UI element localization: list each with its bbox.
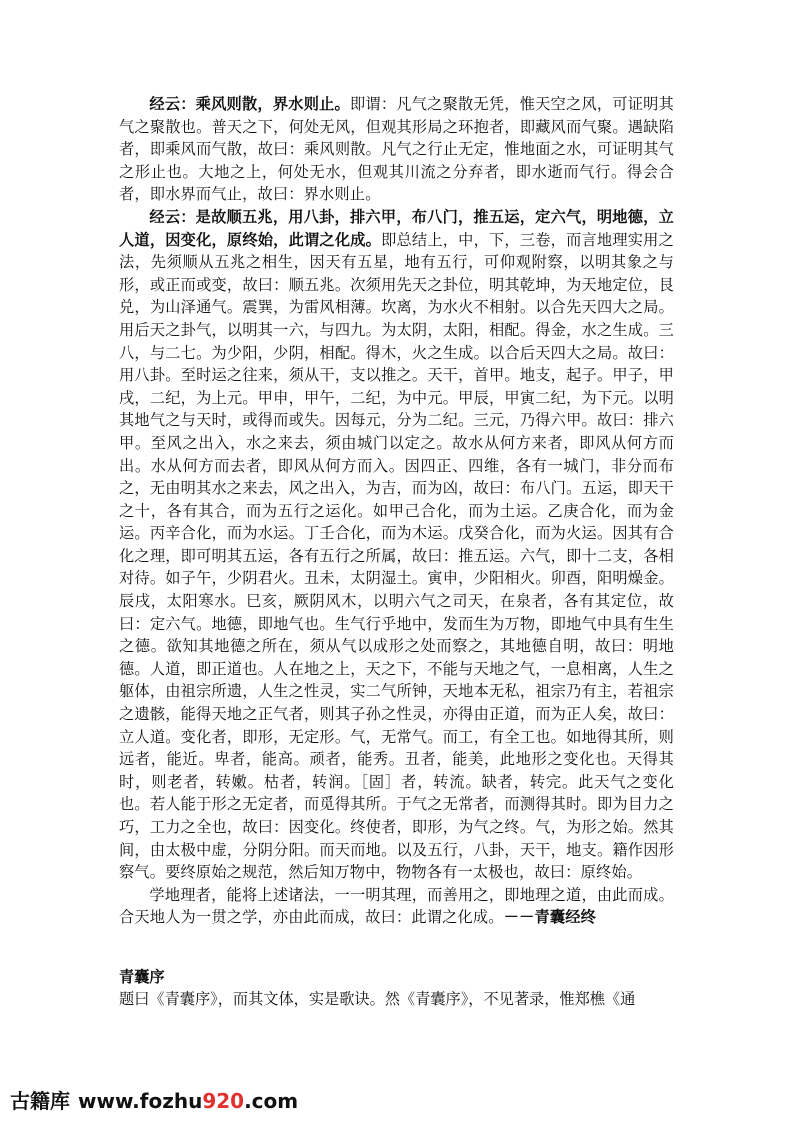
paragraph-text: 即谓：凡气之聚散无凭，惟天空之风，可证明其气之聚散也。普天之下，何处无风，但观其形局之环抱者，即藏风而气聚。遇缺陷者，即乘风而气散，故曰：乘风则散。凡气之行止无定，惟地面之水，可证明其气之形止也。大地之上，何处无水，但观其川流之分弃者，即水逝而气行。得会合者，即水界而气止，故曰：界水则止。 [119, 95, 674, 204]
site-name: 古籍库 [10, 1089, 70, 1113]
section-intro-text: 题曰《青囊序》，而其文体，实是歌诀。然《青囊序》，不见著录，惟郑樵《通 [119, 990, 636, 1008]
main-text [119, 93, 674, 929]
classic-quote-heading: 经云：是故顺五兆，用八卦，排六甲，布八门，推五运，定六气，明地德，立人道，因变化，原终始，此谓之化成。 [119, 207, 674, 249]
paragraph-wind-water [119, 93, 674, 206]
section-title: 青囊序 [119, 968, 165, 986]
paragraph-text: 即总结上，中，下，三卷，而言地理实用之法，先须顺从五兆之相生，因天有五星，地有五行，可仰观附察，以明其象之与形，或正而或变，故曰：顺五兆。次须用先天之卦位，明其乾坤，为天地定位，艮兑，为山泽通气。震巽，为雷风相薄。坎离，为水火不相射。以合先天四大之局。用后天之卦气，以明其一六，与四九。为太阴，太阳，相配。得金，水之生成。三八，与二七。为少阳，少阴，相配。得木，火之生成。以合后天四大之局。故曰：用八卦。至时运之往来，须从干，支以推之。天干，首甲。地支，起子。甲子，甲戌，二纪，为上元。甲申，甲午，二纪，为中元。甲辰，甲寅二纪，为下元。以明其地气之与天时，或得而或失。因每元，分为二纪。三元，乃得六甲。故曰：排六甲。至风之出入，水之来去，须由城门以定之。故水从何方来者，即风从何方而出。水从何方而去者，即风从何方而入。因四正、四维，各有一城门，非分而布之，无由明其水之来去，风之出入，为吉，而为凶，故曰：布八门。五运，即天干之十，各有其合，而为五行之运化。如甲己合化，而为土运。乙庚合化，而为金运。丙辛合化，而为水运。丁壬合化，而为木运。戊癸合化，而为火运。因其有合化之理，即可明其五运，各有五行之所属，故曰：推五运。六气，即十二支，各相对待。如子午，少阴君火。丑未，太阴湿土。寅申，少阳相火。卯酉，阳明燥金。辰戌，太阳寒水。巳亥，厥阴风木，以明六气之司天，在泉者，各有其定位，故曰：定六气。地德，即地气也。生气行乎地中，发而生为万物，即地气中具有生生之德。欲知其地德之所在，须从气以成形之处而察之，其地德自明，故曰：明地德。人道，即正道也。人在地之上，天之下，不能与天地之气，一息相离，人生之躯体，由祖宗所遗，人生之性灵，实二气所钟，天地本无私，祖宗乃有主，若祖宗之遗骸，能得天地之正气者，则其子孙之性灵，亦得由正道，而为正人矣，故曰：立人道。变化者，即形，无定形。气，无常气。而工，有全工也。如地得其所，则远者，能近。卑者，能高。顽者，能秀。丑者，能美，此地形之变化也。天得其时，则老者，转嫩。枯者，转润。［固］者，转流。缺者，转完。此天气之变化也。若人能于形之无定者，而觅得其所。于气之无常者，而测得其时。即为目力之巧，工力之全也，故曰：因变化。终使者，即形，为气之终。气，为形之始。然其间，由太极中虚，分阴分阳。而天而地。以及五行，八卦，天干，地支。籍作因形察气。要终原始之规范，然后知万物中，物物各有一太极也，故曰：原终始。 [119, 230, 674, 882]
paragraph-text: 学地理者，能将上述诸法，一一明其理，而善用之，即地理之道，由此而成。合天地人为一贯之学，亦由此而成，故曰：此谓之化成。 [119, 885, 674, 927]
site-url-prefix: www.fozhu [78, 1089, 203, 1113]
watermark-footer [10, 1088, 298, 1114]
paragraph-conclusion [119, 884, 674, 929]
chapter-end-mark: －－青囊经终 [503, 908, 597, 927]
site-url-number: 920 [202, 1089, 245, 1113]
site-url-suffix: .com [244, 1089, 299, 1113]
paragraph-five-omens [119, 206, 674, 884]
classic-quote-heading: 经云：乘风则散，界水则止。 [149, 95, 350, 113]
